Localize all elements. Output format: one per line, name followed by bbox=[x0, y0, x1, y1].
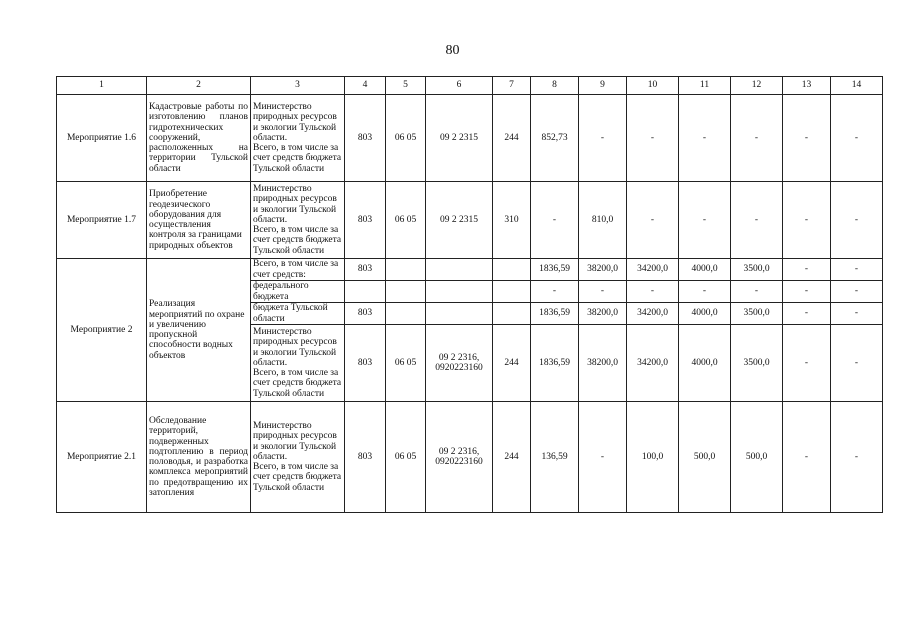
table-row bbox=[57, 95, 883, 182]
value-cell: - bbox=[679, 95, 731, 182]
value-cell: - bbox=[627, 182, 679, 259]
event-name-cell: Мероприятие 1.6 bbox=[57, 95, 147, 182]
header-cell: 9 bbox=[579, 77, 627, 95]
value-cell: - bbox=[831, 182, 883, 259]
vr-cell: 244 bbox=[493, 325, 531, 402]
value-cell: 852,73 bbox=[531, 95, 579, 182]
value-cell: 3500,0 bbox=[731, 259, 783, 281]
header-cell: 12 bbox=[731, 77, 783, 95]
vr-cell: 310 bbox=[493, 182, 531, 259]
csr-cell: 09 2 2315 bbox=[426, 95, 493, 182]
table-row bbox=[57, 402, 883, 513]
rzpr-cell bbox=[386, 281, 426, 303]
header-cell: 5 bbox=[386, 77, 426, 95]
header-row bbox=[57, 77, 883, 95]
grbs-cell bbox=[345, 281, 386, 303]
csr-cell bbox=[426, 303, 493, 325]
value-cell: - bbox=[783, 281, 831, 303]
value-cell: 810,0 bbox=[579, 182, 627, 259]
grbs-cell: 803 bbox=[345, 303, 386, 325]
csr-cell bbox=[426, 281, 493, 303]
table-row bbox=[57, 259, 883, 281]
value-cell: 3500,0 bbox=[731, 325, 783, 402]
value-cell: 38200,0 bbox=[579, 325, 627, 402]
value-cell: - bbox=[731, 95, 783, 182]
value-cell: 136,59 bbox=[531, 402, 579, 513]
value-cell: - bbox=[831, 281, 883, 303]
header-cell: 10 bbox=[627, 77, 679, 95]
grbs-cell: 803 bbox=[345, 182, 386, 259]
value-cell: - bbox=[783, 259, 831, 281]
csr-cell: 09 2 2315 bbox=[426, 182, 493, 259]
rzpr-cell: 06 05 bbox=[386, 402, 426, 513]
value-cell: 100,0 bbox=[627, 402, 679, 513]
value-cell: - bbox=[831, 259, 883, 281]
executor-cell: Министерство природных ресурсов и экологии Тульской области. Всего, в том числе за счет средств бюджета Тульской области bbox=[251, 182, 345, 259]
header-cell: 6 bbox=[426, 77, 493, 95]
executor-cell: бюджета Тульской области bbox=[251, 303, 345, 325]
vr-cell bbox=[493, 259, 531, 281]
page-number: 80 bbox=[445, 43, 460, 58]
value-cell: 4000,0 bbox=[679, 303, 731, 325]
rzpr-cell: 06 05 bbox=[386, 325, 426, 402]
event-description-cell: Обследование территорий, подверженных подтоплению в период половодья, и разработка комплекса мероприятий по предотвращению их затопления bbox=[147, 402, 251, 513]
value-cell: 500,0 bbox=[731, 402, 783, 513]
value-cell: - bbox=[579, 402, 627, 513]
value-cell: - bbox=[731, 182, 783, 259]
value-cell: 4000,0 bbox=[679, 325, 731, 402]
value-cell: 34200,0 bbox=[627, 259, 679, 281]
rzpr-cell: 06 05 bbox=[386, 95, 426, 182]
value-cell: - bbox=[731, 281, 783, 303]
value-cell: - bbox=[831, 95, 883, 182]
header-cell: 4 bbox=[345, 77, 386, 95]
value-cell: - bbox=[783, 95, 831, 182]
event-name-cell: Мероприятие 1.7 bbox=[57, 182, 147, 259]
header-cell: 14 bbox=[831, 77, 883, 95]
value-cell: 1836,59 bbox=[531, 325, 579, 402]
grbs-cell: 803 bbox=[345, 95, 386, 182]
value-cell: 4000,0 bbox=[679, 259, 731, 281]
value-cell: 500,0 bbox=[679, 402, 731, 513]
header-cell: 2 bbox=[147, 77, 251, 95]
event-description-cell: Реализация мероприятий по охране и увеличению пропускной способности водных объектов bbox=[147, 259, 251, 402]
vr-cell bbox=[493, 303, 531, 325]
executor-cell: Министерство природных ресурсов и экологии Тульской области. Всего, в том числе за счет средств бюджета Тульской области bbox=[251, 402, 345, 513]
rzpr-cell bbox=[386, 259, 426, 281]
value-cell: 34200,0 bbox=[627, 303, 679, 325]
value-cell: 38200,0 bbox=[579, 303, 627, 325]
csr-cell: 09 2 2316, 0920223160 bbox=[426, 325, 493, 402]
value-cell: 3500,0 bbox=[731, 303, 783, 325]
value-cell: - bbox=[783, 402, 831, 513]
event-name-cell: Мероприятие 2.1 bbox=[57, 402, 147, 513]
vr-cell: 244 bbox=[493, 95, 531, 182]
value-cell: 1836,59 bbox=[531, 259, 579, 281]
value-cell: - bbox=[627, 281, 679, 303]
grbs-cell: 803 bbox=[345, 402, 386, 513]
grbs-cell: 803 bbox=[345, 325, 386, 402]
value-cell: 1836,59 bbox=[531, 303, 579, 325]
header-cell: 1 bbox=[57, 77, 147, 95]
header-cell: 7 bbox=[493, 77, 531, 95]
value-cell: - bbox=[579, 95, 627, 182]
value-cell: - bbox=[831, 303, 883, 325]
value-cell: 38200,0 bbox=[579, 259, 627, 281]
rzpr-cell: 06 05 bbox=[386, 182, 426, 259]
value-cell: - bbox=[831, 325, 883, 402]
value-cell: - bbox=[679, 182, 731, 259]
program-table bbox=[56, 76, 883, 513]
value-cell: - bbox=[679, 281, 731, 303]
csr-cell: 09 2 2316, 0920223160 bbox=[426, 402, 493, 513]
executor-cell: Министерство природных ресурсов и экологии Тульской области. Всего, в том числе за счет средств бюджета Тульской области bbox=[251, 95, 345, 182]
executor-cell: Министерство природных ресурсов и экологии Тульской области. Всего, в том числе за счет средств бюджета Тульской области bbox=[251, 325, 345, 402]
value-cell: - bbox=[531, 182, 579, 259]
event-name-cell: Мероприятие 2 bbox=[57, 259, 147, 402]
grbs-cell: 803 bbox=[345, 259, 386, 281]
value-cell: - bbox=[783, 325, 831, 402]
vr-cell bbox=[493, 281, 531, 303]
csr-cell bbox=[426, 259, 493, 281]
table-row bbox=[57, 182, 883, 259]
value-cell: - bbox=[783, 182, 831, 259]
value-cell: - bbox=[627, 95, 679, 182]
rzpr-cell bbox=[386, 303, 426, 325]
event-description-cell: Кадастровые работы по изготовлению планов гидротехнических сооружений, расположенных на территории Тульской области bbox=[147, 95, 251, 182]
header-cell: 13 bbox=[783, 77, 831, 95]
header-cell: 11 bbox=[679, 77, 731, 95]
event-description-cell: Приобретение геодезического оборудования для осуществления контроля за границами природных объектов bbox=[147, 182, 251, 259]
value-cell: 34200,0 bbox=[627, 325, 679, 402]
value-cell: - bbox=[579, 281, 627, 303]
value-cell: - bbox=[531, 281, 579, 303]
header-cell: 3 bbox=[251, 77, 345, 95]
value-cell: - bbox=[831, 402, 883, 513]
executor-cell: федерального бюджета bbox=[251, 281, 345, 303]
vr-cell: 244 bbox=[493, 402, 531, 513]
header-cell: 8 bbox=[531, 77, 579, 95]
value-cell: - bbox=[783, 303, 831, 325]
executor-cell: Всего, в том числе за счет средств: bbox=[251, 259, 345, 281]
